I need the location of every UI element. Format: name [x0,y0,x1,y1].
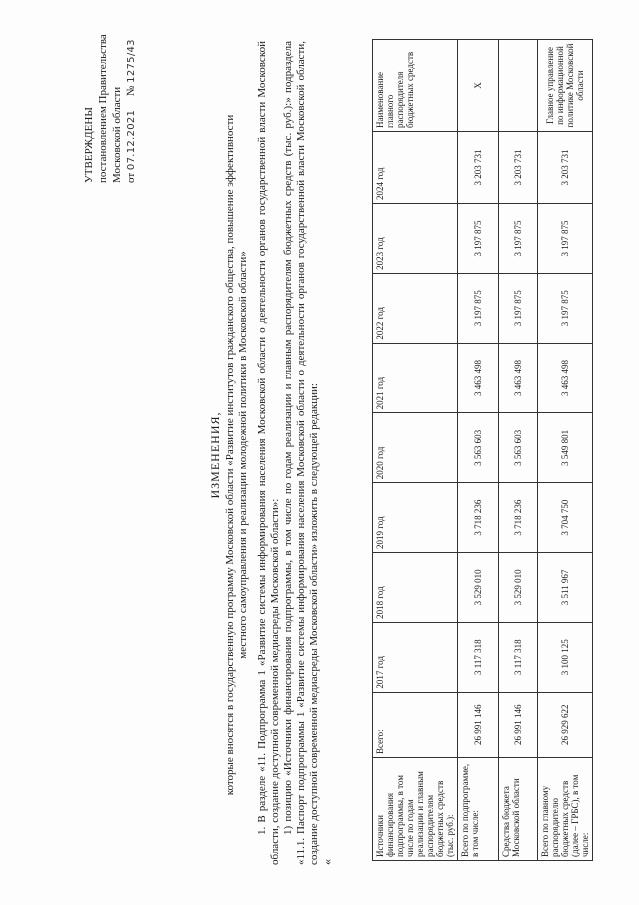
row-value: 3 197 875 [499,273,538,343]
row-value: 3 463 498 [458,343,499,413]
table-row [538,40,593,861]
document-title: ИЗМЕНЕНИЯ, [208,411,222,499]
document-subtitle: которые вносятся в государственную программу Московской области «Развитие институтов гражданского общества, повышение эффективности местного самоуправления и реализации молодежной политики в Московской области» [224,114,249,796]
row-total: 26 991 146 [499,692,538,757]
row-value: 3 563 603 [458,413,499,483]
row-value: 3 197 875 [458,273,499,343]
row-label: Средства бюджета Московской области [499,757,538,860]
financing-table [372,39,593,861]
approval-date: 07.12.2021 [126,109,137,171]
header-year: 2018 год [373,553,458,623]
row-value: 3 197 875 [538,204,593,274]
table-header-row [373,40,458,861]
approval-line-1: постановлением Правительства [97,34,109,183]
document-body [256,41,333,865]
header-source: Источники финансирования подпрограммы, в том числе по годам реализации и главным распорядителям бюджетных средств (тыс. руб.): [373,757,458,860]
approval-line-2: Московской области [111,86,123,183]
row-value: 3 704 750 [538,483,593,553]
header-year: 2017 год [373,622,458,692]
table-row [499,40,538,861]
row-value: 3 203 731 [499,132,538,204]
approval-number-prefix: № [125,85,137,97]
row-value: 3 100 125 [538,622,593,692]
row-value: 3 549 801 [538,413,593,483]
header-year: 2020 год [373,413,458,483]
opening-quote: « [320,859,334,865]
row-main-distributor: Главное управление по информационной политике Московской области [538,40,593,132]
row-label: Всего по главному распорядителю бюджетных средств (далее – ГРБС), в том числе: [538,757,593,860]
row-value: 3 511 967 [538,553,593,623]
row-total: 26 929 622 [538,692,593,757]
header-year: 2021 год [373,343,458,413]
paragraph-1: 1. В разделе «11. Подпрограмма 1 «Развитие системы информирования населения Московской области о деятельности органов государственной власти Московской области, создание доступной современной медиасреды Московской области»: [256,41,281,865]
row-value: 3 463 498 [538,343,593,413]
row-value: 3 529 010 [458,553,499,623]
row-value: 3 203 731 [538,132,593,204]
approval-block [82,33,139,183]
header-main-distributor: Наименование главного распорядителя бюджетных средств [373,40,458,132]
row-main-distributor: Х [458,40,499,132]
approval-number: 1275/43 [126,39,137,83]
row-value: 3 563 603 [499,413,538,483]
row-label: Всего по подпрограмме, в том числе: [458,757,499,860]
approval-date-line [124,33,139,183]
row-value: 3 463 498 [499,343,538,413]
header-year: 2024 год [373,132,458,204]
row-value: 3 203 731 [458,132,499,204]
row-value: 3 117 318 [458,622,499,692]
approval-label: УТВЕРЖДЕНЫ [83,107,95,183]
row-value: 3 117 318 [499,622,538,692]
row-value: 3 529 010 [499,553,538,623]
header-year: 2019 год [373,483,458,553]
row-value: 3 197 875 [458,204,499,274]
row-total: 26 991 146 [458,692,499,757]
row-value: 3 197 875 [538,273,593,343]
header-total: Всего: [373,692,458,757]
paragraph-2: 1) позицию «Источники финансирования подпрограммы, в том числе по годам реализации и главным распорядителям бюджетных средств (тыс. руб.):» подраздела «11.1. Паспорт подпрограммы 1 «Развитие системы информирования населения Московской области о деятельности органов государственной власти Московской области, создание доступной современной медиасреды Московской области» изложить в следующей редакции: [282,41,320,865]
row-value: 3 197 875 [499,204,538,274]
row-value: 3 718 236 [499,483,538,553]
row-value: 3 718 236 [458,483,499,553]
table-row [458,40,499,861]
header-year: 2022 год [373,273,458,343]
header-year: 2023 год [373,204,458,274]
approval-date-prefix: от [125,172,137,183]
row-main-distributor [499,40,538,132]
